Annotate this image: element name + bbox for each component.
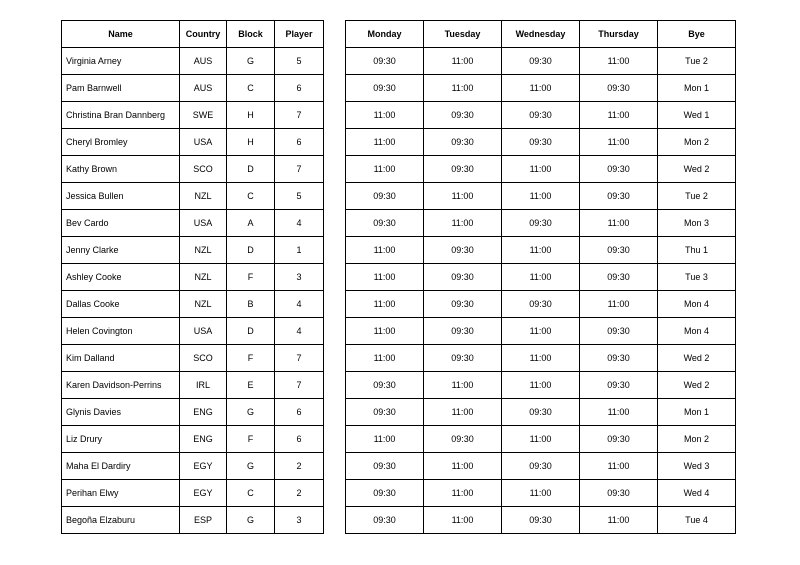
cell-monday: 09:30 (346, 372, 424, 399)
cell-name: Maha El Dardiry (62, 453, 180, 480)
cell-country: NZL (180, 291, 227, 318)
table-row (346, 102, 736, 129)
cell-monday: 11:00 (346, 156, 424, 183)
cell-wednesday: 11:00 (502, 183, 580, 210)
cell-name: Pam Barnwell (62, 75, 180, 102)
cell-block: G (227, 453, 275, 480)
cell-thursday: 09:30 (580, 75, 658, 102)
cell-player: 4 (275, 210, 324, 237)
table-row (346, 291, 736, 318)
table-row (62, 318, 324, 345)
cell-tuesday: 09:30 (424, 291, 502, 318)
cell-wednesday: 11:00 (502, 156, 580, 183)
cell-monday: 09:30 (346, 75, 424, 102)
cell-name: Jessica Bullen (62, 183, 180, 210)
cell-monday: 09:30 (346, 210, 424, 237)
cell-country: AUS (180, 48, 227, 75)
cell-block: C (227, 183, 275, 210)
cell-wednesday: 11:00 (502, 345, 580, 372)
cell-thursday: 09:30 (580, 480, 658, 507)
cell-thursday: 09:30 (580, 345, 658, 372)
cell-player: 4 (275, 291, 324, 318)
header-bye: Bye (658, 21, 736, 48)
cell-wednesday: 09:30 (502, 399, 580, 426)
cell-player: 1 (275, 237, 324, 264)
table-row (62, 291, 324, 318)
cell-block: G (227, 48, 275, 75)
table-row (346, 264, 736, 291)
cell-monday: 11:00 (346, 237, 424, 264)
cell-monday: 09:30 (346, 183, 424, 210)
cell-tuesday: 11:00 (424, 480, 502, 507)
cell-thursday: 09:30 (580, 318, 658, 345)
cell-wednesday: 09:30 (502, 453, 580, 480)
table-row (62, 102, 324, 129)
cell-name: Perihan Elwy (62, 480, 180, 507)
cell-bye: Wed 4 (658, 480, 736, 507)
players-table (61, 20, 324, 534)
cell-tuesday: 09:30 (424, 102, 502, 129)
cell-player: 7 (275, 345, 324, 372)
cell-wednesday: 11:00 (502, 264, 580, 291)
cell-block: D (227, 156, 275, 183)
cell-country: EGY (180, 480, 227, 507)
cell-wednesday: 11:00 (502, 372, 580, 399)
cell-country: NZL (180, 183, 227, 210)
cell-bye: Wed 2 (658, 156, 736, 183)
cell-monday: 09:30 (346, 480, 424, 507)
cell-block: F (227, 426, 275, 453)
cell-player: 2 (275, 480, 324, 507)
cell-country: ENG (180, 426, 227, 453)
cell-block: G (227, 399, 275, 426)
cell-country: EGY (180, 453, 227, 480)
cell-player: 6 (275, 75, 324, 102)
cell-bye: Thu 1 (658, 237, 736, 264)
table-row (62, 48, 324, 75)
cell-player: 3 (275, 507, 324, 534)
cell-thursday: 11:00 (580, 210, 658, 237)
cell-tuesday: 11:00 (424, 48, 502, 75)
cell-player: 7 (275, 372, 324, 399)
cell-country: ENG (180, 399, 227, 426)
cell-block: G (227, 507, 275, 534)
cell-bye: Mon 1 (658, 399, 736, 426)
table-row (62, 507, 324, 534)
cell-tuesday: 09:30 (424, 264, 502, 291)
cell-wednesday: 09:30 (502, 291, 580, 318)
table-row (346, 399, 736, 426)
cell-thursday: 09:30 (580, 237, 658, 264)
cell-bye: Wed 3 (658, 453, 736, 480)
table-row (62, 129, 324, 156)
table-row (346, 507, 736, 534)
table-row (346, 345, 736, 372)
cell-monday: 11:00 (346, 318, 424, 345)
table-row (346, 318, 736, 345)
cell-monday: 11:00 (346, 291, 424, 318)
cell-player: 5 (275, 183, 324, 210)
cell-country: USA (180, 318, 227, 345)
cell-thursday: 11:00 (580, 453, 658, 480)
cell-wednesday: 11:00 (502, 237, 580, 264)
cell-bye: Tue 3 (658, 264, 736, 291)
cell-block: A (227, 210, 275, 237)
cell-name: Jenny Clarke (62, 237, 180, 264)
cell-thursday: 09:30 (580, 426, 658, 453)
cell-player: 6 (275, 129, 324, 156)
cell-bye: Mon 2 (658, 129, 736, 156)
cell-thursday: 11:00 (580, 129, 658, 156)
cell-thursday: 11:00 (580, 102, 658, 129)
cell-thursday: 11:00 (580, 507, 658, 534)
cell-thursday: 09:30 (580, 372, 658, 399)
header-monday: Monday (346, 21, 424, 48)
cell-tuesday: 09:30 (424, 237, 502, 264)
cell-monday: 11:00 (346, 129, 424, 156)
cell-bye: Mon 2 (658, 426, 736, 453)
cell-name: Ashley Cooke (62, 264, 180, 291)
cell-name: Kathy Brown (62, 156, 180, 183)
cell-name: Dallas Cooke (62, 291, 180, 318)
cell-tuesday: 11:00 (424, 453, 502, 480)
table-row (346, 453, 736, 480)
cell-name: Karen Davidson-Perrins (62, 372, 180, 399)
cell-monday: 09:30 (346, 507, 424, 534)
table-row (62, 156, 324, 183)
cell-player: 6 (275, 399, 324, 426)
cell-tuesday: 11:00 (424, 183, 502, 210)
cell-block: H (227, 102, 275, 129)
cell-monday: 09:30 (346, 48, 424, 75)
cell-bye: Mon 4 (658, 318, 736, 345)
cell-thursday: 09:30 (580, 183, 658, 210)
table-row (346, 129, 736, 156)
table-row (346, 210, 736, 237)
cell-monday: 11:00 (346, 345, 424, 372)
cell-bye: Wed 2 (658, 372, 736, 399)
cell-wednesday: 09:30 (502, 129, 580, 156)
cell-bye: Mon 3 (658, 210, 736, 237)
cell-monday: 11:00 (346, 102, 424, 129)
cell-wednesday: 09:30 (502, 210, 580, 237)
cell-country: IRL (180, 372, 227, 399)
cell-tuesday: 11:00 (424, 507, 502, 534)
cell-player: 5 (275, 48, 324, 75)
cell-tuesday: 11:00 (424, 399, 502, 426)
cell-country: AUS (180, 75, 227, 102)
cell-thursday: 11:00 (580, 291, 658, 318)
cell-monday: 11:00 (346, 264, 424, 291)
cell-country: ESP (180, 507, 227, 534)
cell-country: USA (180, 210, 227, 237)
header-player: Player (275, 21, 324, 48)
table-row (62, 210, 324, 237)
table-row (346, 237, 736, 264)
cell-country: NZL (180, 237, 227, 264)
table-row (346, 156, 736, 183)
cell-tuesday: 11:00 (424, 75, 502, 102)
cell-block: F (227, 345, 275, 372)
table-row (62, 372, 324, 399)
header-thursday: Thursday (580, 21, 658, 48)
cell-name: Virginia Arney (62, 48, 180, 75)
cell-tuesday: 09:30 (424, 156, 502, 183)
cell-player: 7 (275, 156, 324, 183)
cell-name: Cheryl Bromley (62, 129, 180, 156)
cell-tuesday: 09:30 (424, 129, 502, 156)
cell-bye: Mon 1 (658, 75, 736, 102)
cell-block: E (227, 372, 275, 399)
cell-tuesday: 11:00 (424, 210, 502, 237)
table-row (62, 480, 324, 507)
cell-tuesday: 09:30 (424, 345, 502, 372)
cell-player: 6 (275, 426, 324, 453)
cell-country: SCO (180, 345, 227, 372)
header-name: Name (62, 21, 180, 48)
cell-wednesday: 09:30 (502, 507, 580, 534)
cell-block: D (227, 237, 275, 264)
cell-wednesday: 11:00 (502, 426, 580, 453)
table-row (62, 183, 324, 210)
cell-block: D (227, 318, 275, 345)
cell-player: 7 (275, 102, 324, 129)
cell-name: Christina Bran Dannberg (62, 102, 180, 129)
schedule-header-row (346, 21, 736, 48)
cell-monday: 11:00 (346, 426, 424, 453)
table-row (62, 453, 324, 480)
cell-block: F (227, 264, 275, 291)
cell-tuesday: 09:30 (424, 318, 502, 345)
cell-tuesday: 09:30 (424, 426, 502, 453)
table-row (62, 237, 324, 264)
header-tuesday: Tuesday (424, 21, 502, 48)
table-row (346, 426, 736, 453)
table-row (62, 75, 324, 102)
cell-thursday: 11:00 (580, 48, 658, 75)
cell-country: SWE (180, 102, 227, 129)
cell-country: SCO (180, 156, 227, 183)
header-block: Block (227, 21, 275, 48)
cell-thursday: 11:00 (580, 399, 658, 426)
header-country: Country (180, 21, 227, 48)
cell-monday: 09:30 (346, 399, 424, 426)
cell-bye: Wed 1 (658, 102, 736, 129)
cell-country: NZL (180, 264, 227, 291)
header-wednesday: Wednesday (502, 21, 580, 48)
cell-name: Bev Cardo (62, 210, 180, 237)
cell-player: 4 (275, 318, 324, 345)
cell-monday: 09:30 (346, 453, 424, 480)
cell-block: C (227, 480, 275, 507)
cell-country: USA (180, 129, 227, 156)
cell-name: Glynis Davies (62, 399, 180, 426)
cell-bye: Mon 4 (658, 291, 736, 318)
table-row (62, 399, 324, 426)
table-row (346, 183, 736, 210)
cell-wednesday: 09:30 (502, 102, 580, 129)
cell-wednesday: 11:00 (502, 75, 580, 102)
cell-wednesday: 11:00 (502, 480, 580, 507)
cell-wednesday: 09:30 (502, 48, 580, 75)
cell-wednesday: 11:00 (502, 318, 580, 345)
cell-tuesday: 11:00 (424, 372, 502, 399)
cell-block: C (227, 75, 275, 102)
cell-block: B (227, 291, 275, 318)
cell-name: Helen Covington (62, 318, 180, 345)
table-row (346, 372, 736, 399)
cell-bye: Wed 2 (658, 345, 736, 372)
cell-player: 2 (275, 453, 324, 480)
table-row (346, 480, 736, 507)
table-row (346, 48, 736, 75)
cell-thursday: 09:30 (580, 156, 658, 183)
players-header-row (62, 21, 324, 48)
table-row (62, 345, 324, 372)
cell-bye: Tue 2 (658, 183, 736, 210)
table-row (62, 426, 324, 453)
cell-player: 3 (275, 264, 324, 291)
cell-bye: Tue 2 (658, 48, 736, 75)
schedule-table (345, 20, 736, 534)
cell-block: H (227, 129, 275, 156)
cell-name: Begoña Elzaburu (62, 507, 180, 534)
table-row (346, 75, 736, 102)
table-row (62, 264, 324, 291)
cell-name: Kim Dalland (62, 345, 180, 372)
cell-bye: Tue 4 (658, 507, 736, 534)
cell-name: Liz Drury (62, 426, 180, 453)
cell-thursday: 09:30 (580, 264, 658, 291)
